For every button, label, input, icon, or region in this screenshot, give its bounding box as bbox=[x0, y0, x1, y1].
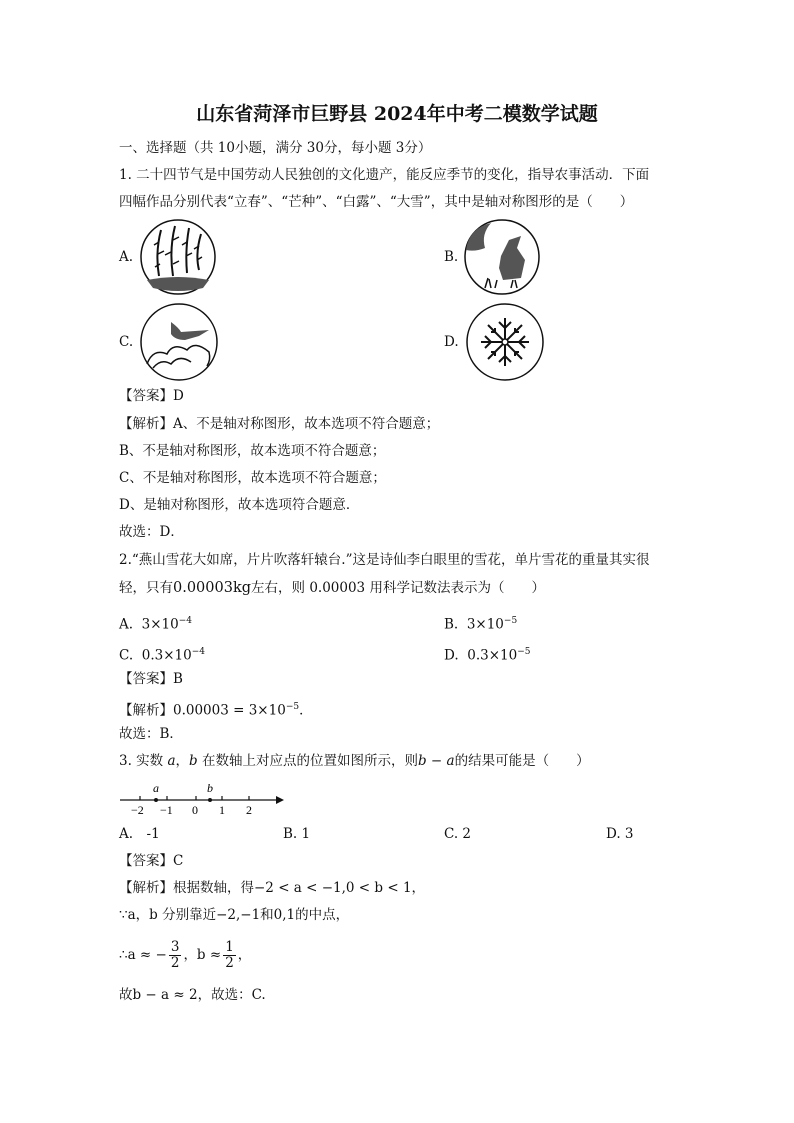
number-line-figure bbox=[116, 776, 286, 818]
q1-analysis-line3: C、不是轴对称图形，故本选项不符合题意； bbox=[119, 470, 386, 486]
page-title: 山东省菏泽市巨野县 2024年中考二模数学试题 bbox=[196, 103, 598, 125]
q2-analysis-end: ． bbox=[299, 702, 313, 719]
q1-conclusion: 故选：D． bbox=[119, 524, 184, 540]
q2-stem-line1: 2.“燕山雪花大如席，片片吹落轩辕台.”这是诗仙李白眼里的雪花，单片雪花的重量其实很 bbox=[119, 552, 650, 568]
q1-option-b-label: B. bbox=[444, 249, 459, 265]
q3-option-c: C. 2 bbox=[444, 826, 472, 842]
q1-analysis-line4: D、是轴对称图形，故本选项符合题意． bbox=[119, 497, 360, 513]
q3-expr: b − a bbox=[417, 753, 455, 769]
q2-analysis-expr: 0.00003 = 3×10 bbox=[173, 702, 286, 719]
frac1-numerator: 3 bbox=[170, 939, 180, 955]
q3-analysis1-prefix: 【解析】根据数轴，得 bbox=[119, 880, 254, 896]
q3-analysis1-expr: −2 < a < −1,0 < b < 1 bbox=[254, 880, 412, 896]
tick-label-neg2: −2 bbox=[131, 803, 144, 817]
frac1-denominator: 2 bbox=[170, 955, 180, 971]
q3-analysis3-mid: ，b ≈ bbox=[183, 947, 222, 963]
q2-analysis-prefix: 【解析】 bbox=[119, 702, 173, 719]
q1-answer: 【答案】D bbox=[119, 388, 184, 404]
q2-option-d bbox=[444, 642, 530, 666]
q2-stem-text-a: 轻，只有 bbox=[119, 580, 173, 596]
tick-label-0: 0 bbox=[192, 803, 198, 817]
tick-label-neg1: −1 bbox=[160, 803, 173, 817]
q2-option-b bbox=[444, 611, 517, 635]
q3-conclusion: 故b − a ≈ 2，故选：C. bbox=[119, 987, 266, 1003]
q2-option-d-exp: −5 bbox=[517, 647, 531, 657]
q2-option-b-exp: −5 bbox=[503, 616, 518, 626]
q1-analysis-line2: B、不是轴对称图形，故本选项不符合题意； bbox=[119, 443, 386, 459]
q3-stem-prefix: 3. 实数 bbox=[119, 753, 164, 769]
point-label-b: b bbox=[207, 781, 213, 795]
q2-option-c-exp: −4 bbox=[191, 647, 205, 657]
section-heading: 一、选择题（共 10小题，满分 30分，每小题 3分） bbox=[119, 140, 432, 156]
q3-stem-end: 的结果可能是（ ） bbox=[454, 753, 590, 769]
q3-var-a: a bbox=[167, 753, 176, 769]
snowflake-icon bbox=[465, 302, 545, 382]
q2-analysis-exp: −5 bbox=[285, 702, 300, 712]
q2-option-a-label: A. bbox=[119, 616, 134, 633]
grain-field-icon bbox=[463, 218, 541, 296]
q2-stem-line2 bbox=[119, 578, 545, 598]
q2-stem-text-b: 左右，则 0.00003 用科学记数法表示为（ ） bbox=[251, 580, 545, 596]
q2-option-c bbox=[119, 642, 205, 666]
q2-option-d-base: 0.3×10 bbox=[467, 647, 518, 664]
q2-option-a-exp: −4 bbox=[178, 616, 193, 626]
q3-analysis3-prefix: ∴a ≈ − bbox=[119, 947, 167, 963]
q2-conclusion: 故选：B． bbox=[119, 726, 183, 742]
tick-label-2: 2 bbox=[246, 803, 252, 817]
tick-label-1: 1 bbox=[219, 803, 225, 817]
fraction-three-halves bbox=[169, 940, 182, 971]
q3-analysis3-end: ， bbox=[237, 947, 252, 963]
q1-stem-line2: 四幅作品分别代表“立春”、“芒种”、“白露”、“大雪”，其中是轴对称图形的是（ ） bbox=[119, 194, 634, 210]
q2-analysis bbox=[119, 697, 313, 721]
q2-option-c-label: C. bbox=[119, 647, 134, 664]
q3-analysis-line1 bbox=[119, 878, 425, 898]
q1-stem-line1: 1. 二十四节气是中国劳动人民独创的文化遗产，能反应季节的变化，指导农事活动．下面 bbox=[119, 167, 650, 183]
bird-clouds-icon bbox=[139, 302, 219, 382]
q1-option-c-label: C. bbox=[119, 334, 134, 350]
q3-var-b: b bbox=[189, 753, 198, 769]
q2-answer: 【答案】B bbox=[119, 671, 183, 687]
q1-option-d-label: D. bbox=[444, 334, 459, 350]
q3-stem-sep: ， bbox=[175, 753, 190, 769]
q3-answer: 【答案】C bbox=[119, 853, 184, 869]
q3-option-b: B. 1 bbox=[283, 826, 311, 842]
q1-analysis-line1: 【解析】A、不是轴对称图形，故本选项不符合题意； bbox=[119, 416, 440, 432]
q2-option-a bbox=[119, 611, 192, 635]
q3-analysis-line3 bbox=[119, 938, 251, 972]
q3-analysis1-end: ， bbox=[411, 880, 426, 896]
q2-option-b-base: 3×10 bbox=[466, 616, 504, 633]
q2-option-a-base: 3×10 bbox=[141, 616, 179, 633]
fraction-one-half bbox=[223, 940, 236, 971]
q3-analysis-line2: ∵a，b 分别靠近−2,−1和0,1的中点， bbox=[119, 907, 350, 923]
point-label-a: a bbox=[153, 781, 159, 795]
q3-stem bbox=[119, 751, 590, 771]
q2-option-c-base: 0.3×10 bbox=[141, 647, 192, 664]
q3-option-d: D. 3 bbox=[606, 826, 634, 842]
q3-option-a: A. -1 bbox=[119, 826, 160, 842]
q2-option-b-label: B. bbox=[444, 616, 459, 633]
frac2-denominator: 2 bbox=[225, 955, 234, 971]
q2-stem-mass: 0.00003kg bbox=[173, 580, 252, 596]
q3-stem-mid: 在数轴上对应点的位置如图所示，则 bbox=[201, 753, 418, 769]
q2-option-d-label: D. bbox=[444, 647, 459, 664]
q1-option-a-label: A. bbox=[119, 249, 134, 265]
willow-icon bbox=[139, 218, 217, 296]
frac2-numerator: 1 bbox=[225, 939, 234, 955]
